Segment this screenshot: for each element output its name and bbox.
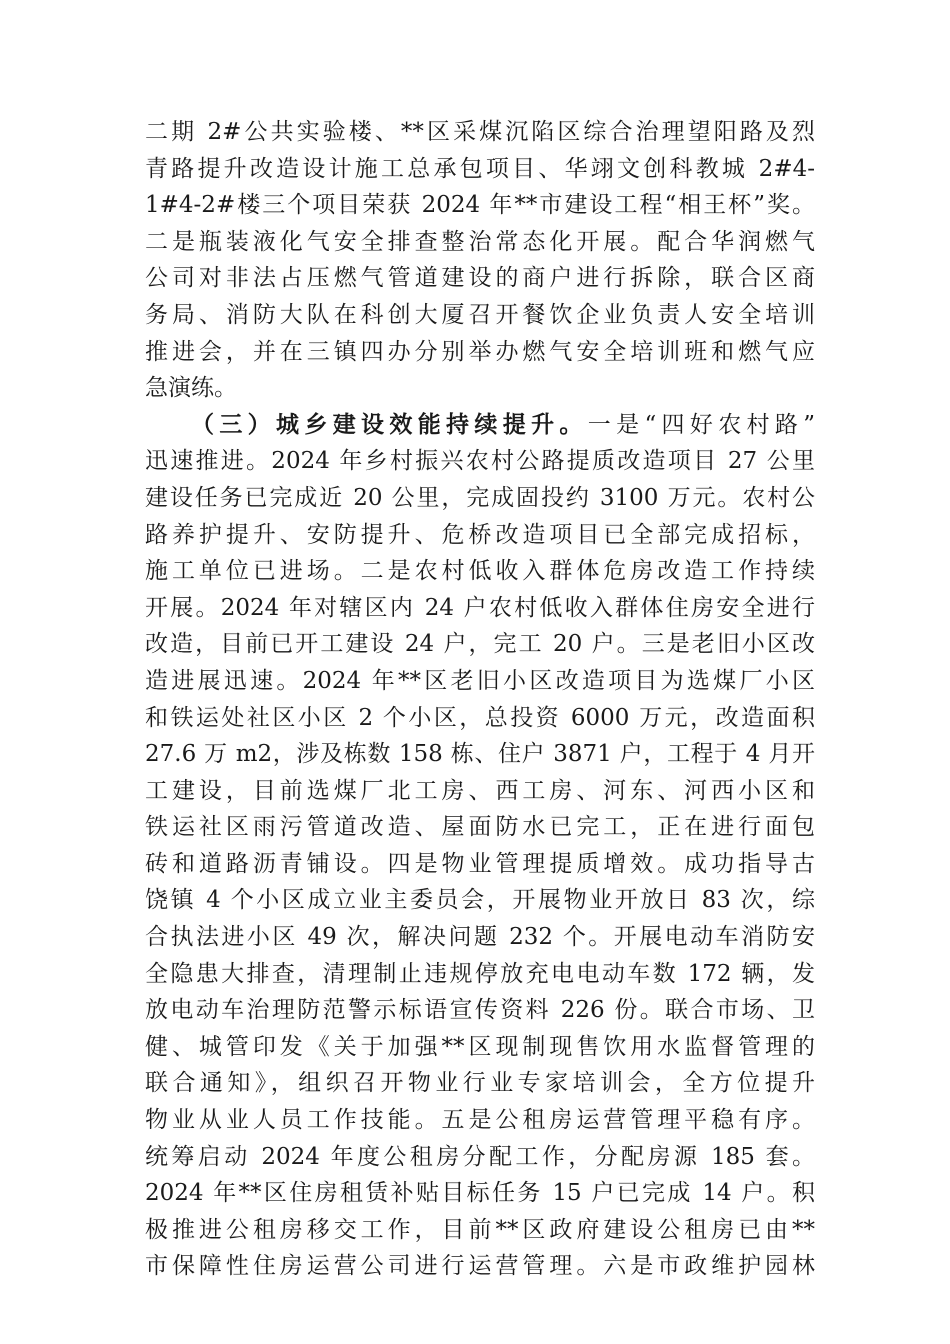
text-line: 和铁运处社区小区 2 个小区，总投资 6000 万元，改造面积 (145, 704, 815, 731)
text-line: 迅速推进。2024 年乡村振兴农村公路提质改造项目 27 公里 (145, 448, 815, 475)
text-line: 健、城管印发《关于加强**区现制现售饮用水监督管理的 (145, 1033, 815, 1060)
text-line: 放电动车治理防范警示标语宣传资料 226 份。联合市场、卫 (145, 997, 815, 1024)
text-line: 合执法进小区 49 次，解决问题 232 个。开展电动车消防安 (145, 924, 815, 951)
text-line: 二是瓶装液化气安全排查整治常态化开展。配合华润燃气 (145, 228, 815, 255)
text-line: 推进会，并在三镇四办分别举办燃气安全培训班和燃气应 (145, 338, 815, 365)
text-line: 造进展迅速。2024 年**区老旧小区改造项目为选煤厂小区 (145, 667, 815, 694)
text-line: 务局、消防大队在科创大厦召开餐饮企业负责人安全培训 (145, 301, 815, 328)
text-line: 施工单位已进场。二是农村低收入群体危房改造工作持续 (145, 558, 815, 585)
section-first-line-text: 一是“四好农村路” (587, 411, 815, 438)
text-line: 开展。2024 年对辖区内 24 户农村低收入群体住房安全进行 (145, 594, 815, 621)
body-text (145, 114, 815, 1285)
text-line: 路养护提升、安防提升、危桥改造项目已全部完成招标， (145, 521, 815, 548)
text-line: 全隐患大排查，清理制止违规停放充电电动车数 172 辆，发 (145, 960, 815, 987)
text-line: 急演练。 (145, 375, 237, 402)
text-line: 铁运社区雨污管道改造、屋面防水已完工，正在进行面包 (145, 814, 815, 841)
section-first-line (145, 407, 815, 444)
text-line: 2024 年**区住房租赁补贴目标任务 15 户已完成 14 户。积 (145, 1180, 815, 1207)
text-line: 物业从业人员工作技能。五是公租房运营管理平稳有序。 (145, 1107, 815, 1134)
text-line: 市保障性住房运营公司进行运营管理。六是市政维护园林 (145, 1253, 815, 1280)
text-line: 公司对非法占压燃气管道建设的商户进行拆除，联合区商 (145, 265, 815, 292)
text-line: 饶镇 4 个小区成立业主委员会，开展物业开放日 83 次，综 (145, 887, 815, 914)
text-line: 1#4-2#楼三个项目荣获 2024 年**市建设工程“相王杯”奖。 (145, 192, 815, 219)
text-line: 建设任务已完成近 20 公里，完成固投约 3100 万元。农村公 (145, 484, 815, 511)
text-line: 砖和道路沥青铺设。四是物业管理提质增效。成功指导古 (145, 850, 815, 877)
text-line: 统筹启动 2024 年度公租房分配工作，分配房源 185 套。 (145, 1143, 815, 1170)
text-line: 改造，目前已开工建设 24 户，完工 20 户。三是老旧小区改 (145, 631, 815, 658)
text-line: 极推进公租房移交工作，目前**区政府建设公租房已由** (145, 1216, 815, 1243)
text-line: 27.6 万 m2，涉及栋数 158 栋、住户 3871 户，工程于 4 月开 (145, 741, 815, 768)
text-line: 二期 2#公共实验楼、**区采煤沉陷区综合治理望阳路及烈 (145, 119, 815, 145)
section-heading: （三）城乡建设效能持续提升。 (191, 410, 588, 438)
text-line: 工建设，目前选煤厂北工房、西工房、河东、河西小区和 (145, 777, 815, 804)
text-line: 青路提升改造设计施工总承包项目、华翊文创科教城 2#4- (145, 155, 815, 182)
text-line: 联合通知》，组织召开物业行业专家培训会，全方位提升 (145, 1070, 815, 1097)
